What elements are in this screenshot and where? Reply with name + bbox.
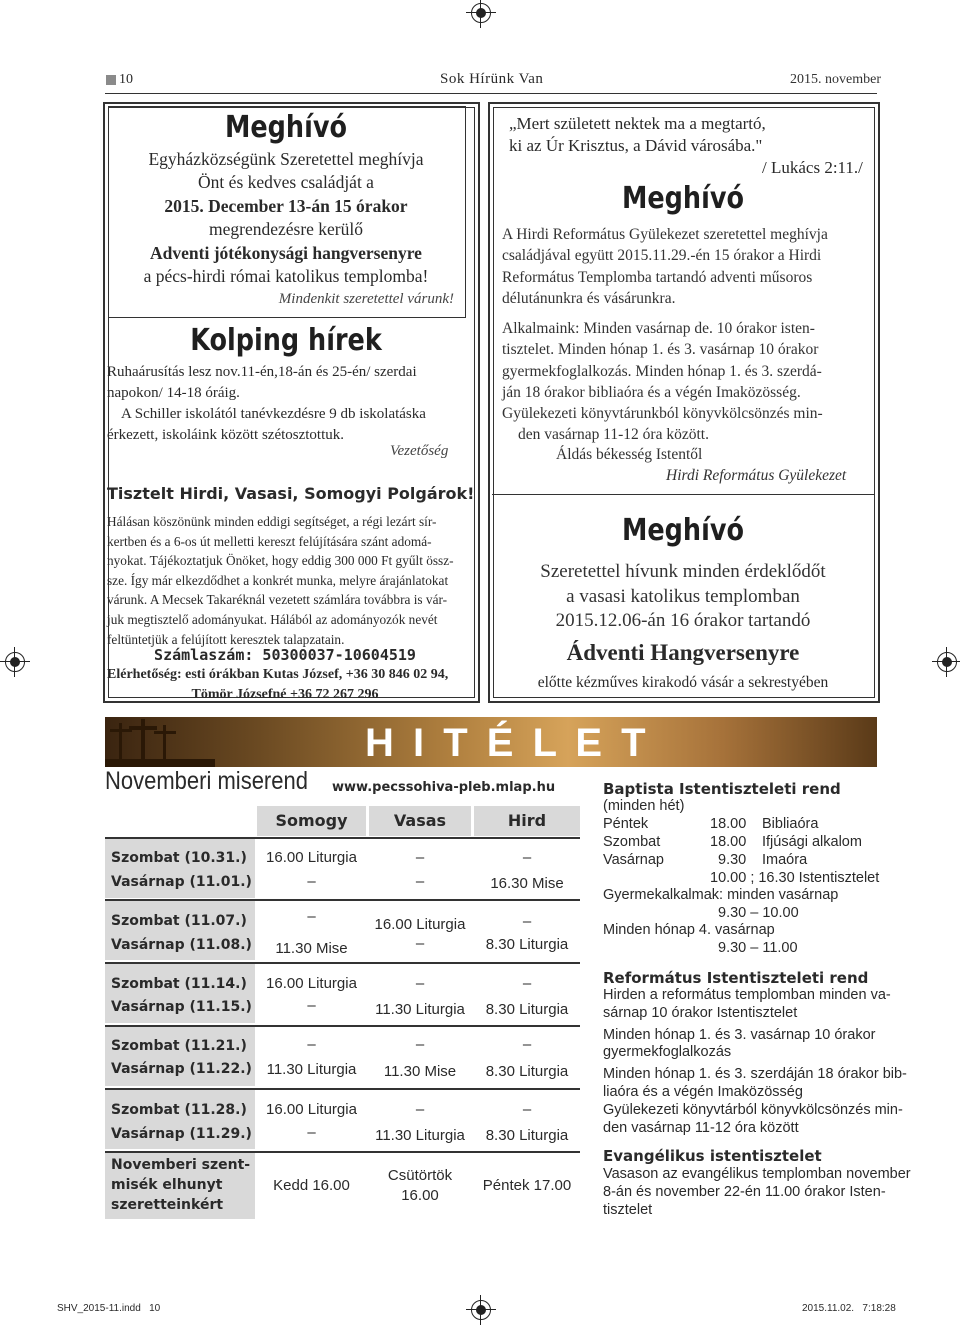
- day-label: Vasárnap (11.15.): [111, 999, 252, 1015]
- table-cell: 8.30 Liturgia: [485, 1127, 569, 1144]
- baptista-event: Ifjúsági alkalom: [762, 834, 862, 850]
- polgarok-text: Hálásan köszönünk minden eddigi segítséget, a régi lezárt sír- kertben és a 6-os út melletti kereszt felújítására szánt adomá- nyokat. Tájékoztatjuk Önöket, hogy eddig 300 000 Ft gyűlt össz- sze. Így már elkezdődhet a konkrét munka, melyre árajánlatokat várunk. A Mecsek Takaréknál vezetett számlára továbbra is vár- juk megtisztelő adományukat. Hálából az adományozók nevét feltüntetjük a felújított keresztek talapzatain.: [107, 514, 454, 647]
- table-cell: –: [307, 1124, 316, 1141]
- reformatus-invite: A Hirdi Református Gyülekezet szeretettel meghívja családjával együtt 2015.11.29.-én 15 órakor a Hirdi Református Templomba tartandó adventi műsoros délutánunkra és vásárunkra.: [502, 226, 828, 307]
- vasas-invite: Szeretettel hívunk minden érdeklődőt a vasasi katolikus templomban 2015.12.06-án 16 órakor tartandó: [540, 561, 826, 631]
- column-header-somogy: Somogy: [257, 806, 366, 836]
- page-number-square-icon: [106, 75, 116, 85]
- baptista-time: 9.30: [718, 852, 747, 868]
- baptista-line: 9.30 – 10.00: [718, 905, 799, 921]
- day-label: szeretteinkért: [111, 1197, 224, 1213]
- table-cell: –: [307, 1036, 316, 1053]
- table-cell: Péntek 17.00: [482, 1177, 572, 1194]
- website-url: www.pecssohiva-pleb.mlap.hu: [332, 780, 556, 795]
- day-label: Vasárnap (11.29.): [111, 1126, 252, 1142]
- table-cell: Kedd 16.00: [273, 1177, 350, 1194]
- right-divider: [492, 494, 874, 495]
- left-title: Meghívó: [225, 110, 347, 145]
- day-label: Szombat (11.07.): [111, 913, 247, 929]
- quote-reference: / Lukács 2:11./: [762, 158, 863, 177]
- footer-file: SHV_2015-11.indd 10: [57, 1303, 161, 1314]
- table-cell: –: [307, 873, 316, 890]
- hitelet-banner-text: H I T É L E T: [365, 721, 650, 765]
- evangelikus-title: Evangélikus istentisztelet: [603, 1147, 822, 1165]
- polgarok-title: Tisztelt Hirdi, Vasasi, Somogyi Polgárok!: [107, 484, 475, 503]
- table-cell: 11.30 Liturgia: [375, 1001, 465, 1018]
- table-cell: 11.30 Liturgia: [266, 1061, 357, 1078]
- day-label: Szombat (11.21.): [111, 1038, 247, 1054]
- baptista-event: Imaóra: [762, 852, 808, 868]
- baptista-day: Szombat: [603, 834, 661, 850]
- contact-line-2: Tömör Józsefné +36 72 267 296: [191, 687, 379, 702]
- table-cell: 8.30 Liturgia: [485, 936, 569, 953]
- registration-mark-icon: [471, 1300, 491, 1320]
- day-label: misék elhunyt: [111, 1177, 223, 1193]
- header-rule: [105, 93, 877, 94]
- day-label: Szombat (10.31.): [111, 850, 247, 866]
- day-label: Vasárnap (11.01.): [111, 874, 252, 890]
- registration-mark-icon: [471, 3, 491, 23]
- table-cell: 16.30 Mise: [490, 875, 564, 892]
- table-cell: –: [415, 1036, 425, 1053]
- blessing: Áldás békesség Istentől: [556, 446, 703, 463]
- footer-date: 2015.11.02. 7:18:28: [802, 1303, 896, 1314]
- table-cell: –: [522, 849, 532, 866]
- contact-line-1: Elérhetőség: esti órákban Kutas József, +36 30 846 02 94,: [107, 667, 449, 682]
- day-label: Vasárnap (11.22.): [111, 1061, 252, 1077]
- day-label: Novemberi szent-: [111, 1157, 251, 1173]
- concert-title: Ádventi Hangversenyre: [566, 640, 800, 665]
- baptista-event: Bibliaóra: [762, 816, 819, 832]
- table-cell: 16.00: [401, 1187, 439, 1204]
- table-cell: –: [522, 913, 532, 930]
- day-label: Szombat (11.28.): [111, 1102, 247, 1118]
- baptista-day: Péntek: [603, 816, 649, 832]
- issue-date: 2015. november: [790, 72, 881, 87]
- table-cell: –: [415, 849, 425, 866]
- column-header-hird: Hird: [474, 806, 580, 836]
- reformatus-signature: Hirdi Református Gyülekezet: [666, 467, 847, 484]
- baptista-line: 9.30 – 11.00: [718, 940, 798, 956]
- table-cell: –: [307, 908, 316, 925]
- day-label: Szombat (11.14.): [111, 976, 247, 992]
- table-cell: –: [522, 975, 532, 992]
- baptista-line: Minden hónap 4. vasárnap: [603, 922, 775, 938]
- table-cell: 11.30 Mise: [383, 1063, 457, 1080]
- reformatus-title: Református Istentiszteleti rend: [603, 969, 869, 987]
- baptista-subtitle: (minden hét): [603, 798, 685, 814]
- baptista-line: Gyermekalkalmak: minden vasárnap: [603, 887, 839, 903]
- table-cell: –: [522, 1036, 532, 1053]
- publication-name: Sok Hírünk Van: [440, 71, 544, 87]
- column-header-vasas: Vasas: [369, 806, 471, 836]
- table-cell: 16.00 Liturgia: [266, 1101, 357, 1118]
- registration-mark-icon: [5, 652, 25, 672]
- day-block: [105, 1027, 255, 1086]
- kolping-signature: Vezetőség: [390, 443, 449, 459]
- baptista-line: 10.00 ; 16.30 Istentisztelet: [710, 870, 880, 886]
- table-cell: 11.30 Liturgia: [375, 1127, 465, 1144]
- table-cell: –: [415, 935, 425, 952]
- quote-line-2: ki az Úr Krisztus, a Dávid városába.": [509, 136, 763, 155]
- right-title: Meghívó: [622, 181, 744, 216]
- baptista-time: 18.00: [710, 816, 747, 832]
- table-cell: –: [415, 1101, 425, 1118]
- table-cell: 8.30 Liturgia: [485, 1063, 569, 1080]
- kolping-title: Kolping hírek: [190, 323, 382, 358]
- table-cell: 11.30 Mise: [275, 940, 348, 957]
- hitelet-banner: [105, 717, 877, 767]
- evangelikus-text: Vasason az evangélikus templomban november 8-án és november 22-én 11.00 órakor Isten- tisztelet: [603, 1166, 911, 1218]
- table-cell: 16.00 Liturgia: [266, 849, 357, 866]
- table-cell: –: [415, 975, 425, 992]
- reformatus-text: Hirden a református templomban minden va- sárnap 10 órakor Istentisztelet Minden hónap 1. és 3. vasárnap 10 órakor gyermekfoglalkozás Minden hónap 1. és 3. szerdáján 18 órakor bib- liaóra és a végén Imaközösség Gyülekezeti könyvtárból könyvkölcsönzés min- den vasárnap 11-12 óra között: [603, 987, 907, 1136]
- bank-account: Számlaszám: 50300037-10604519: [154, 646, 416, 664]
- table-cell: –: [307, 997, 316, 1014]
- baptista-day: Vasárnap: [603, 852, 664, 868]
- alkalmaink-text: Alkalmaink: Minden vasárnap de. 10 órakor isten- tisztelet. Minden hónap 1. és 3. vasárnap 10 órakor gyermekfoglalkozás. Minden hónap 1. és 3. szerdá- ján 18 órakor bibliaóra és a végén Imaközösség. Gyülekezeti könyvtárunkból könyvkölcsönzés min- den vasárnap 11-12 óra között.: [502, 320, 823, 444]
- kolping-text: Ruhaárusítás lesz nov.11-én,18-án és 25-én/ szerdai napokon/ 14-18 óráig. A Schiller iskolától tanévkezdésre 9 db iskolatáska érkezett, iskoláink között szétosztottuk.: [107, 364, 426, 443]
- right-title-2: Meghívó: [622, 513, 744, 548]
- table-cell: –: [522, 1101, 532, 1118]
- baptista-title: Baptista Istentiszteleti rend: [603, 780, 841, 798]
- table-cell: 8.30 Liturgia: [485, 1001, 569, 1018]
- day-label: Vasárnap (11.08.): [111, 937, 252, 953]
- page-number: 10: [119, 72, 133, 87]
- miserend-title: Novemberi miserend: [105, 767, 308, 795]
- registration-mark-icon: [937, 652, 957, 672]
- concert-subtitle: előtte kézműves kirakodó vásár a sekrestyében: [537, 674, 829, 691]
- table-cell: Csütörtök: [387, 1167, 453, 1184]
- quote-line-1: „Mert született nektek ma a megtartó,: [509, 114, 766, 133]
- baptista-time: 18.00: [710, 834, 747, 850]
- left-invite-text: Egyházközségünk Szeretettel meghívja Önt és kedves családját a 2015. December 13-án 15 órakor megrendezésre kerülő Adventi jótékonysági hangversenyre a pécs-hirdi római katolikus templomba! Mindenkit szeretettel várunk!: [143, 149, 454, 308]
- table-cell: –: [415, 873, 425, 890]
- table-cell: 16.00 Liturgia: [374, 916, 466, 933]
- table-cell: 16.00 Liturgia: [266, 975, 357, 992]
